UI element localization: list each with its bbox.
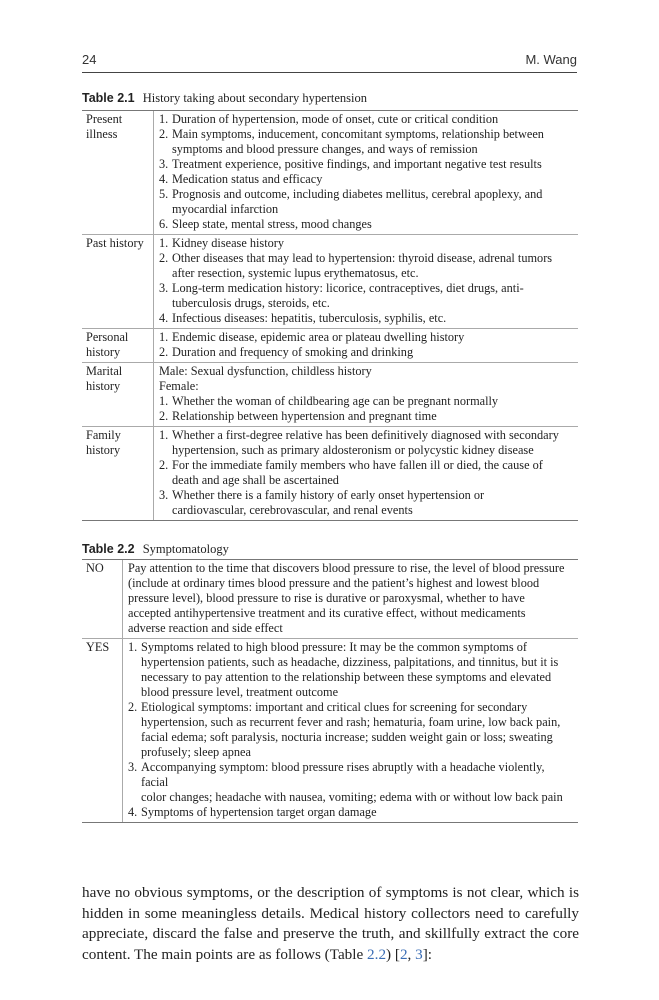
content-line xyxy=(159,503,574,518)
table-symptomatology xyxy=(82,559,578,823)
row-content xyxy=(154,363,578,426)
category-line: NO xyxy=(86,561,104,575)
category-line: history xyxy=(86,379,121,393)
content-line xyxy=(159,187,574,202)
category-line: Personal xyxy=(86,330,129,344)
content-line xyxy=(128,760,574,790)
item-text: Male: Sexual dysfunction, childless history xyxy=(159,364,372,378)
item-number xyxy=(128,715,141,730)
content-line xyxy=(128,655,574,670)
row-category xyxy=(82,235,154,328)
item-number: 1. xyxy=(159,112,169,126)
item-text: Prognosis and outcome, including diabetes mellitus, cerebral apoplexy, and xyxy=(172,187,543,201)
item-number xyxy=(159,202,172,217)
content-line xyxy=(128,715,574,730)
table-history-taking xyxy=(82,110,578,521)
item-text: after resection, systemic lupus erythematosus, etc. xyxy=(172,266,419,280)
item-text: Other diseases that may lead to hypertension: thyroid disease, adrenal tumors xyxy=(172,251,553,265)
row-category xyxy=(82,639,123,822)
table-row xyxy=(82,234,578,328)
content-line xyxy=(159,443,574,458)
content-line xyxy=(159,488,574,503)
item-text: For the immediate family members who have fallen ill or died, the cause of xyxy=(172,458,543,472)
content-line xyxy=(159,428,574,443)
item-text: Treatment experience, positive findings, and important negative test results xyxy=(172,157,542,171)
content-line xyxy=(159,172,574,187)
page-header xyxy=(82,52,577,72)
item-number: 1. xyxy=(159,330,169,344)
category-line: Marital xyxy=(86,364,123,378)
item-text: Accompanying symptom: blood pressure rises abruptly with a headache violently, facial xyxy=(141,760,545,789)
item-text: Symptoms of hypertension target organ damage xyxy=(141,805,377,819)
item-text: myocardial infarction xyxy=(172,202,279,216)
item-number xyxy=(159,443,172,458)
item-number xyxy=(128,730,141,745)
item-text: cardiovascular, cerebrovascular, and renal events xyxy=(172,503,413,517)
item-text: Pay attention to the time that discovers blood pressure to rise, the level of blood pressure xyxy=(128,561,565,575)
row-content xyxy=(154,235,578,328)
content-line xyxy=(128,685,574,700)
item-number: 4. xyxy=(159,172,169,186)
item-text: Infectious diseases: hepatitis, tuberculosis, syphilis, etc. xyxy=(172,311,447,325)
category-line: YES xyxy=(86,640,110,654)
content-line xyxy=(159,379,574,394)
content-line xyxy=(159,364,574,379)
content-line xyxy=(128,576,574,591)
content-line xyxy=(159,112,574,127)
item-text: Duration of hypertension, mode of onset, cute or critical condition xyxy=(172,112,499,126)
category-line: history xyxy=(86,443,121,457)
table2-label: Table 2.2 xyxy=(82,542,135,556)
row-category xyxy=(82,560,123,638)
row-content xyxy=(154,427,578,520)
content-line xyxy=(159,458,574,473)
row-content xyxy=(123,560,578,638)
item-text: Duration and frequency of smoking and drinking xyxy=(172,345,414,359)
item-text: tuberculosis drugs, steroids, etc. xyxy=(172,296,330,310)
item-number xyxy=(128,670,141,685)
item-number: 6. xyxy=(159,217,169,231)
item-text: Whether there is a family history of early onset hypertension or xyxy=(172,488,485,502)
item-number: 3. xyxy=(159,488,169,502)
table-row xyxy=(82,638,578,822)
item-number: 4. xyxy=(159,311,169,325)
table-row xyxy=(82,362,578,426)
table1-caption xyxy=(82,91,367,105)
item-number: 4. xyxy=(128,805,138,819)
content-line xyxy=(159,394,574,409)
content-line xyxy=(128,730,574,745)
row-category xyxy=(82,427,154,520)
category-line: illness xyxy=(86,127,118,141)
table2-caption xyxy=(82,542,229,556)
item-number: 2. xyxy=(159,458,169,472)
table1-title: History taking about secondary hypertension xyxy=(142,91,367,105)
item-text: symptoms and blood pressure changes, and ways of remission xyxy=(172,142,478,156)
table1-label: Table 2.1 xyxy=(82,91,135,105)
item-number xyxy=(159,503,172,518)
item-number: 3. xyxy=(159,281,169,295)
item-number: 3. xyxy=(159,157,169,171)
item-text: Main symptoms, inducement, concomitant symptoms, relationship between xyxy=(172,127,544,141)
item-text: Relationship between hypertension and pregnant time xyxy=(172,409,437,423)
row-content xyxy=(123,639,578,822)
content-line xyxy=(128,621,574,636)
item-text: hypertension, such as primary aldosteronism or polycystic kidney disease xyxy=(172,443,534,457)
content-line xyxy=(159,296,574,311)
item-number: 1. xyxy=(128,640,138,654)
table-row xyxy=(82,328,578,362)
citation-separator: , xyxy=(407,945,416,963)
item-text: Endemic disease, epidemic area or plateau dwelling history xyxy=(172,330,465,344)
item-text: hypertension, such as recurrent fever and rash; hematuria, foam urine, low back pain, xyxy=(141,715,561,729)
item-number xyxy=(159,473,172,488)
item-number: 2. xyxy=(159,127,169,141)
row-category xyxy=(82,363,154,426)
item-number: 1. xyxy=(159,394,169,408)
item-text: accepted antihypertensive treatment and its curative effect, without medicaments xyxy=(128,606,526,620)
item-number xyxy=(128,790,141,805)
content-line xyxy=(128,805,574,820)
content-line xyxy=(159,157,574,172)
table-reference-link[interactable]: 2.2 xyxy=(367,945,387,963)
content-line xyxy=(128,640,574,655)
content-line xyxy=(159,281,574,296)
item-text: pressure level), blood pressure to rise is durative or paroxysmal, whether to have xyxy=(128,591,525,605)
item-text: Etiological symptoms: important and critical clues for screening for secondary xyxy=(141,700,528,714)
item-number: 2. xyxy=(159,345,169,359)
content-line xyxy=(159,142,574,157)
row-category xyxy=(82,329,154,362)
table2-title: Symptomatology xyxy=(142,542,229,556)
item-text: Kidney disease history xyxy=(172,236,285,250)
item-number: 5. xyxy=(159,187,169,201)
category-line: Family xyxy=(86,428,121,442)
content-line xyxy=(159,311,574,326)
content-line xyxy=(159,251,574,266)
item-number xyxy=(159,296,172,311)
item-text: color changes; headache with nausea, vomiting; edema with or without low back pain xyxy=(141,790,563,804)
category-line: Past history xyxy=(86,236,144,250)
item-text: Female: xyxy=(159,379,199,393)
table-row xyxy=(82,560,578,638)
item-text: necessary to pay attention to the relationship between these symptoms and elevated xyxy=(141,670,552,684)
category-line: Present xyxy=(86,112,123,126)
item-text: death and age shall be ascertained xyxy=(172,473,339,487)
item-text: Sleep state, mental stress, mood changes xyxy=(172,217,372,231)
row-category xyxy=(82,111,154,234)
content-line xyxy=(159,127,574,142)
item-text: profusely; sleep apnea xyxy=(141,745,251,759)
table-row xyxy=(82,426,578,520)
item-text: facial edema; soft paralysis, nocturia increase; sudden weight gain or loss; sweating xyxy=(141,730,553,744)
item-text: (include at ordinary times blood pressure and the patient’s highest and lowest blood xyxy=(128,576,540,590)
row-content xyxy=(154,111,578,234)
header-rule xyxy=(82,72,577,73)
content-line xyxy=(128,561,574,576)
content-line xyxy=(159,236,574,251)
item-number: 2. xyxy=(159,409,169,423)
body-text-after: ]: xyxy=(422,945,433,963)
content-line xyxy=(128,790,574,805)
item-number: 1. xyxy=(159,236,169,250)
item-text: blood pressure level, treatment outcome xyxy=(141,685,339,699)
content-line xyxy=(159,330,574,345)
citation-link-2[interactable]: 3 xyxy=(415,945,423,963)
content-line xyxy=(159,202,574,217)
body-text-middle: ) [ xyxy=(386,945,400,963)
content-line xyxy=(128,670,574,685)
item-number xyxy=(159,142,172,157)
item-text: Long-term medication history: licorice, contraceptives, diet drugs, anti- xyxy=(172,281,524,295)
content-line xyxy=(159,217,574,232)
content-line xyxy=(159,409,574,424)
item-text: Whether the woman of childbearing age can be pregnant normally xyxy=(172,394,499,408)
item-number: 2. xyxy=(159,251,169,265)
item-text: adverse reaction and side effect xyxy=(128,621,283,635)
citation-link-1[interactable]: 2 xyxy=(399,945,408,963)
content-line xyxy=(128,745,574,760)
table-row xyxy=(82,111,578,234)
item-number xyxy=(128,745,141,760)
item-number: 2. xyxy=(128,700,138,714)
item-number: 3. xyxy=(128,760,138,774)
content-line xyxy=(159,473,574,488)
content-line xyxy=(128,700,574,715)
content-line xyxy=(159,266,574,281)
item-text: Whether a first-degree relative has been definitively diagnosed with secondary xyxy=(172,428,559,442)
item-text: Symptoms related to high blood pressure: It may be the common symptoms of xyxy=(141,640,527,654)
item-number: 1. xyxy=(159,428,169,442)
content-line xyxy=(128,606,574,621)
body-paragraph xyxy=(82,883,579,965)
item-number xyxy=(159,266,172,281)
item-number xyxy=(128,655,141,670)
item-number xyxy=(128,685,141,700)
item-text: Medication status and efficacy xyxy=(172,172,323,186)
category-line: history xyxy=(86,345,121,359)
content-line xyxy=(128,591,574,606)
item-text: hypertension patients, such as headache, dizziness, palpitations, and tinnitus, but it is xyxy=(141,655,559,669)
body-text-before: have no obvious symptoms, or the description of symptoms is not clear, which is hidden in some meaningless details. Medical history collectors need to carefully appreciate, discard the false and preserve the truth, and skillfully extract the core content. The main points are as follows (Table xyxy=(82,884,579,963)
content-line xyxy=(159,345,574,360)
running-head: M. Wang xyxy=(525,52,577,67)
page-number: 24 xyxy=(82,52,97,67)
row-content xyxy=(154,329,578,362)
